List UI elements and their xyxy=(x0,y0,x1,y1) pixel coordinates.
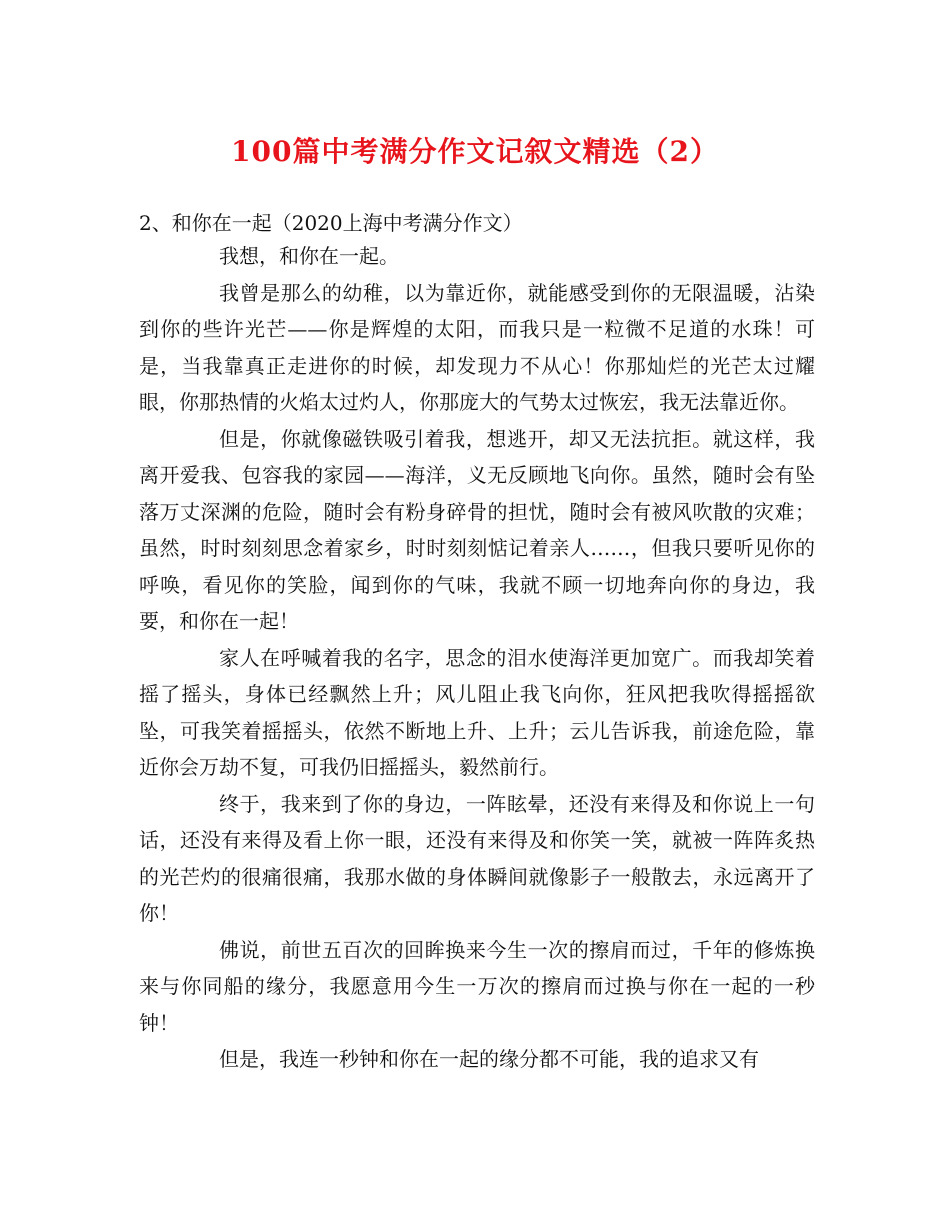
paragraph: 但是，我连一秒钟和你在一起的缘分都不可能，我的追求又有 xyxy=(219,1047,759,1071)
paragraph: 家人在呼喊着我的名字，思念的泪水使海洋更加宽广。而我却笑着摇了摇头，身体已经飘然上升；风儿阻止我飞向你，狂风把我吹得摇摇欲坠，可我笑着摇摇头，依然不断地上升、上升；云儿告诉我，前途危险，靠近你会万劫不复，可我仍旧摇摇头，毅然前行。 xyxy=(139,645,815,779)
essay-heading: 2、和你在一起（2020上海中考满分作文） xyxy=(139,211,523,235)
paragraph: 我想，和你在一起。 xyxy=(219,244,399,268)
paragraph: 终于，我来到了你的身边，一阵眩晕，还没有来得及和你说上一句话，还没有来得及看上你一眼，还没有来得及和你笑一笑，就被一阵阵炙热的光芒灼的很痛很痛，我那水做的身体瞬间就像影子一般散去，永远离开了你！ xyxy=(139,791,815,925)
paragraph: 我曾是那么的幼稚，以为靠近你，就能感受到你的无限温暖，沾染到你的些许光芒——你是辉煌的太阳，而我只是一粒微不足道的水珠！可是，当我靠真正走进你的时候，却发现力不从心！你那灿烂的光芒太过耀眼，你那热情的火焰太过灼人，你那庞大的气势太过恢宏，我无法靠近你。 xyxy=(139,280,815,414)
essay-body xyxy=(139,238,815,1078)
paragraph: 但是，你就像磁铁吸引着我，想逃开，却又无法抗拒。就这样，我离开爱我、包容我的家园——海洋，义无反顾地飞向你。虽然，随时会有坠落万丈深渊的危险，随时会有粉身碎骨的担忧，随时会有被风吹散的灾难；虽然，时时刻刻思念着家乡，时时刻刻惦记着亲人……，但我只要听见你的呼唤，看见你的笑脸，闻到你的气味，我就不顾一切地奔向你的身边，我要，和你在一起！ xyxy=(139,426,815,633)
document-title: 100篇中考满分作文记叙文精选（2） xyxy=(231,135,719,168)
paragraph: 佛说，前世五百次的回眸换来今生一次的擦肩而过，千年的修炼换来与你同船的缘分，我愿意用今生一万次的擦肩而过换与你在一起的一秒钟！ xyxy=(139,937,815,1035)
